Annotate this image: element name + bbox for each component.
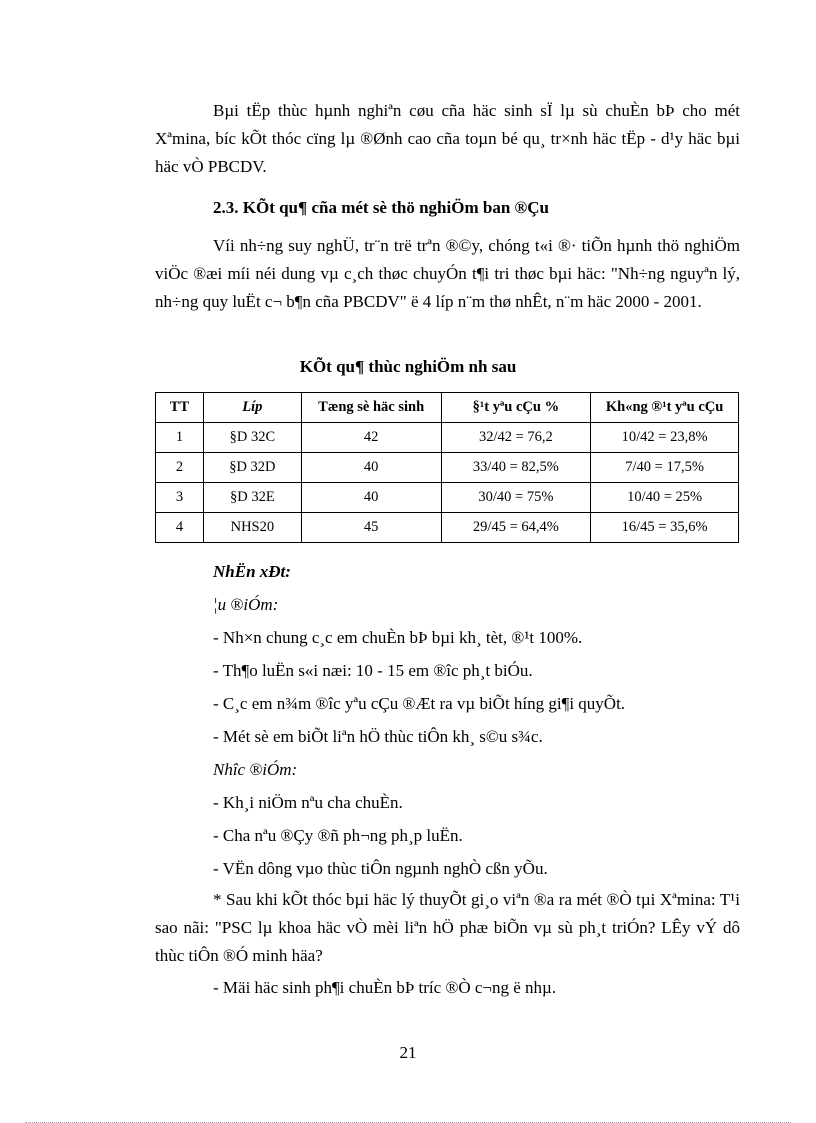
page-number: 21 xyxy=(399,1043,417,1062)
table-cell: 42 xyxy=(301,423,441,453)
table-row xyxy=(156,453,739,483)
pros-item: - C¸c em n¾m ®îc yªu cÇu ®Æt ra vµ biÕt híng gi¶i quyÕt. xyxy=(213,694,626,713)
header-cell: Tæng sè häc sinh xyxy=(301,393,441,423)
table-row xyxy=(156,483,739,513)
table-cell: 32/42 = 76,2 xyxy=(441,423,591,453)
table-cell: 16/45 = 35,6% xyxy=(591,513,739,543)
review-title: NhËn xÐt: xyxy=(213,562,291,581)
table-cell: 29/45 = 64,4% xyxy=(441,513,591,543)
paragraph-intro: Bµi tËp thùc hµnh nghiªn cøu cña häc sinh sÏ lµ sù chuÈn bÞ cho mét Xªmina, bíc kÕt thóc cïng lµ ®Ønh cao cña toµn bé qu¸ tr×nh häc tËp - d¹y häc bµi häc vÒ PBCDV. xyxy=(155,101,740,176)
header-cell: §¹t yªu cÇu % xyxy=(441,393,591,423)
table-cell: NHS20 xyxy=(203,513,301,543)
table-cell: 40 xyxy=(301,453,441,483)
cons-title: Nhîc ®iÓm: xyxy=(213,760,298,779)
section-heading: 2.3. KÕt qu¶ cña mét sè thö nghiÖm ban ®Çu xyxy=(213,198,549,217)
table-cell: 2 xyxy=(156,453,204,483)
cons-item: - Kh¸i niÖm nªu cha chuÈn. xyxy=(213,793,403,812)
table-cell: 45 xyxy=(301,513,441,543)
pros-item: - Nh×n chung c¸c em chuÈn bÞ bµi kh¸ tèt, ®¹t 100%. xyxy=(213,628,583,647)
table-cell: §D 32D xyxy=(203,453,301,483)
table-cell: §D 32C xyxy=(203,423,301,453)
paragraph-experiment: Víi nh÷ng suy nghÜ, tr¨n trë trªn ®©y, chóng t«i ®· tiÕn hµnh thö nghiÖm viÖc ®æi míi néi dung vµ c¸ch thøc chuyÓn t¶i tri thøc bµi häc: "Nh÷ng nguyªn lý, nh÷ng quy luËt c¬ b¶n cña PBCDV" ë 4 líp n¨m thø nhÊt, n¨m häc 2000 - 2001. xyxy=(155,236,740,311)
table-cell: 10/42 = 23,8% xyxy=(591,423,739,453)
table-row xyxy=(156,513,739,543)
table-cell: 40 xyxy=(301,483,441,513)
pros-item: - Th¶o luËn s«i næi: 10 - 15 em ®îc ph¸t biÓu. xyxy=(213,661,533,680)
table-cell: 7/40 = 17,5% xyxy=(591,453,739,483)
header-cell: Kh«ng ®¹t yªu cÇu xyxy=(591,393,739,423)
table-cell: 30/40 = 75% xyxy=(441,483,591,513)
header-cell: Líp xyxy=(203,393,301,423)
table-row xyxy=(156,423,739,453)
paragraph-seminar: * Sau khi kÕt thóc bµi häc lý thuyÕt gi¸o viªn ®a ra mét ®Ò tµi Xªmina: T¹i sao nãi: "PSC lµ khoa häc vÒ mèi liªn hÖ phæ biÕn vµ sù ph¸t triÓn? LÊy vÝ dô thùc tiÔn ®Ó minh häa? xyxy=(155,890,740,965)
cons-item: - VËn dông vµo thùc tiÔn ngµnh nghÒ cßn yÕu. xyxy=(213,859,548,878)
table-cell: 10/40 = 25% xyxy=(591,483,739,513)
table-cell: §D 32E xyxy=(203,483,301,513)
table-cell: 3 xyxy=(156,483,204,513)
pros-title: ¦u ®iÓm: xyxy=(213,595,279,614)
closing-line: - Mäi häc sinh ph¶i chuÈn bÞ tríc ®Ò c¬ng ë nhµ. xyxy=(213,978,557,997)
header-cell: TT xyxy=(156,393,204,423)
table-cell: 1 xyxy=(156,423,204,453)
table-title: KÕt qu¶ thùc nghiÖm nh sau xyxy=(299,357,517,376)
cons-item: - Cha nªu ®Çy ®ñ ph¬ng ph¸p luËn. xyxy=(213,826,463,845)
results-table xyxy=(155,392,739,543)
table-header-row xyxy=(156,393,739,423)
table-cell: 4 xyxy=(156,513,204,543)
table-cell: 33/40 = 82,5% xyxy=(441,453,591,483)
pros-item: - Mét sè em biÕt liªn hÖ thùc tiÔn kh¸ s©u s¾c. xyxy=(213,727,543,746)
